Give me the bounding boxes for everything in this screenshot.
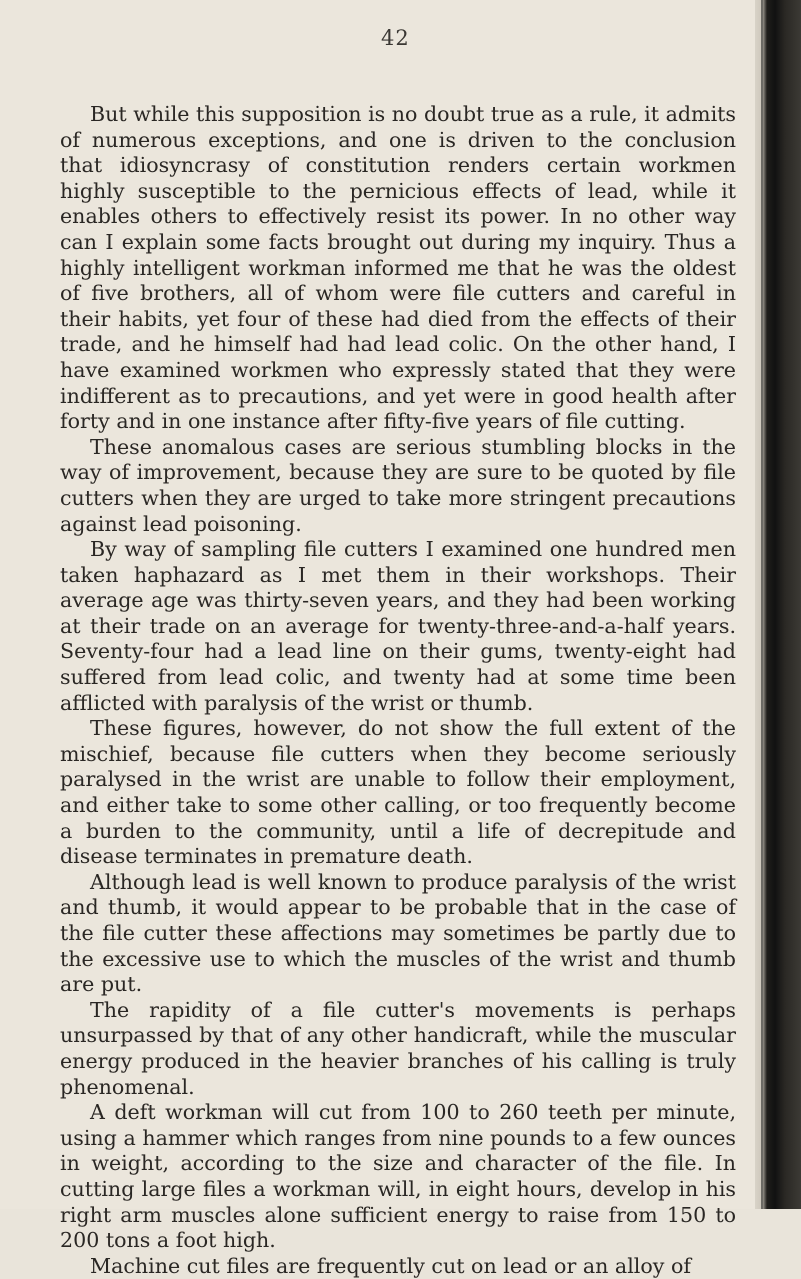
paragraph-3: By way of sampling file cutters I examined one hundred men taken haphazard as I met them in their workshops. Their average age was thirty-seven years, and they had been working at their trade on an average for twenty-three-and-a-half years. Seventy-four had a lead line on their gums, twenty-eight had suffered from lead colic, and twenty had at some time been afflicted with paralysis of the wrist or thumb.: [60, 537, 736, 715]
paragraph-1: But while this supposition is no doubt true as a rule, it admits of numerous exceptions, and one is driven to the conclusion that idiosyncrasy of constitution renders certain workmen highly susceptible to the pernicious effects of lead, while it enables others to effectively resist its power. In no other way can I explain some facts brought out during my inquiry. Thus a highly intelligent workman informed me that he was the oldest of five brothers, all of whom were file cutters and careful in their habits, yet four of these had died from the effects of their trade, and he himself had had lead colic. On the other hand, I have examined workmen who expressly stated that they were indifferent as to precautions, and yet were in good health after forty and in one instance after fifty-five years of file cutting.: [60, 102, 736, 434]
paragraph-7: A deft workman will cut from 100 to 260 teeth per minute, using a hammer which ranges from nine pounds to a few ounces in weight, according to the size and character of the file. In cutting large files a workman will, in eight hours, develop in his right arm muscles alone sufficient energy to raise from 150 to 200 tons a foot high.: [60, 1100, 736, 1253]
body-text: [60, 102, 736, 1279]
paragraph-2: These anomalous cases are serious stumbling blocks in the way of improvement, because they are sure to be quoted by file cutters when they are urged to take more stringent precautions against lead poisoning.: [60, 434, 736, 536]
book-spine-edge: [755, 0, 801, 1209]
paragraph-4: These figures, however, do not show the full extent of the mischief, because file cutters when they become seriously paralysed in the wrist are unable to follow their employment, and either take to some other calling, or too frequently become a burden to the community, until a life of decrepitude and disease terminates in premature death.: [60, 716, 736, 869]
paragraph-5: Although lead is well known to produce paralysis of the wrist and thumb, it would appear to be probable that in the case of the file cutter these affections may sometimes be partly due to the excessive use to which the muscles of the wrist and thumb are put.: [60, 869, 736, 997]
paragraph-6: The rapidity of a file cutter's movements is perhaps unsurpassed by that of any other handicraft, while the muscular energy produced in the heavier branches of his calling is truly phenomenal.: [60, 997, 736, 1099]
paragraph-8: Machine cut files are frequently cut on lead or an alloy of: [90, 1253, 691, 1278]
page-number: 42: [381, 26, 410, 50]
